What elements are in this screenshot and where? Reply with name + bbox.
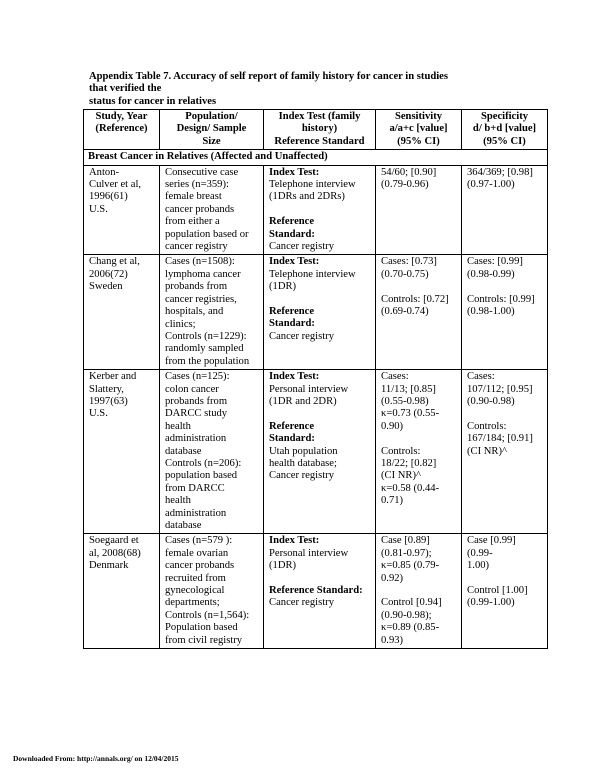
index-test-cell: Index Test: Telephone interview (1DR) Reference Standard: Cancer registry — [264, 255, 376, 370]
title-line: status for cancer in relatives — [89, 95, 217, 107]
population-cell: Cases (n=579 ): female ovarian cancer probands recruited from gynecological departments; Controls (n=1,564): Population based from civil registry — [160, 534, 264, 649]
sensitivity-cell: 54/60; [0.90] (0.79-0.96) — [376, 165, 462, 255]
sensitivity-cell: Cases: 11/13; [0.85] (0.55-0.98) κ=0.73 (0.55- 0.90) Controls: 18/22; [0.82] (CI NR)^ κ=0.58 (0.44- 0.71) — [376, 370, 462, 534]
specificity-cell: Cases: [0.99] (0.98-0.99) Controls: [0.99] (0.98-1.00) — [462, 255, 548, 370]
title-line: Appendix Table 7. Accuracy of self report of family history for cancer in studies — [89, 71, 448, 82]
accuracy-table — [83, 109, 548, 649]
specificity-cell: Cases: 107/112; [0.95] (0.90-0.98) Controls: 167/184; [0.91] (CI NR)^ — [462, 370, 548, 534]
index-test-cell: Index Test: Personal interview (1DR) Reference Standard: Cancer registry — [264, 534, 376, 649]
table-row — [84, 165, 548, 255]
header-row — [84, 110, 548, 150]
header-specificity: Specificity d/ b+d [value] (95% CI) — [462, 110, 548, 150]
population-cell: Cases (n=125): colon cancer probands from DARCC study health administration database Controls (n=206): population based from DARCC health administration database — [160, 370, 264, 534]
download-footer: Downloaded From: http://annals.org/ on 12/04/2015 — [13, 754, 179, 763]
table-row — [84, 370, 548, 534]
population-cell: Cases (n=1508): lymphoma cancer probands from cancer registries, hospitals, and clinics; Controls (n=1229): randomly sampled from the population — [160, 255, 264, 370]
specificity-cell: 364/369; [0.98] (0.97-1.00) — [462, 165, 548, 255]
sensitivity-cell: Case [0.89] (0.81-0.97); κ=0.85 (0.79- 0.92) Control [0.94] (0.90-0.98); κ=0.89 (0.85- 0.93) — [376, 534, 462, 649]
specificity-cell: Case [0.99] (0.99- 1.00) Control [1.00] (0.99-1.00) — [462, 534, 548, 649]
study-cell: Soegaard et al, 2008(68) Denmark — [84, 534, 160, 649]
section-row — [84, 150, 548, 165]
header-study: Study, Year (Reference) — [84, 110, 160, 150]
section-title: Breast Cancer in Relatives (Affected and Unaffected) — [84, 150, 548, 165]
sensitivity-cell: Cases: [0.73] (0.70-0.75) Controls: [0.72] (0.69-0.74) — [376, 255, 462, 370]
header-population: Population/ Design/ Sample Size — [160, 110, 264, 150]
study-cell: Anton- Culver et al, 1996(61) U.S. — [84, 165, 160, 255]
table-row — [84, 534, 548, 649]
title-line: that verified the — [89, 83, 162, 95]
study-cell: Chang et al, 2006(72) Sweden — [84, 255, 160, 370]
table-title — [89, 71, 509, 108]
index-test-cell: Index Test: Personal interview (1DR and 2DR) Reference Standard: Utah population health database; Cancer registry — [264, 370, 376, 534]
population-cell: Consecutive case series (n=359): female breast cancer probands from either a population based or cancer registry — [160, 165, 264, 255]
header-index-test: Index Test (family history) Reference Standard — [264, 110, 376, 150]
header-sensitivity: Sensitivity a/a+c [value] (95% CI) — [376, 110, 462, 150]
index-test-cell: Index Test: Telephone interview (1DRs and 2DRs) Reference Standard: Cancer registry — [264, 165, 376, 255]
study-cell: Kerber and Slattery, 1997(63) U.S. — [84, 370, 160, 534]
table-row — [84, 255, 548, 370]
